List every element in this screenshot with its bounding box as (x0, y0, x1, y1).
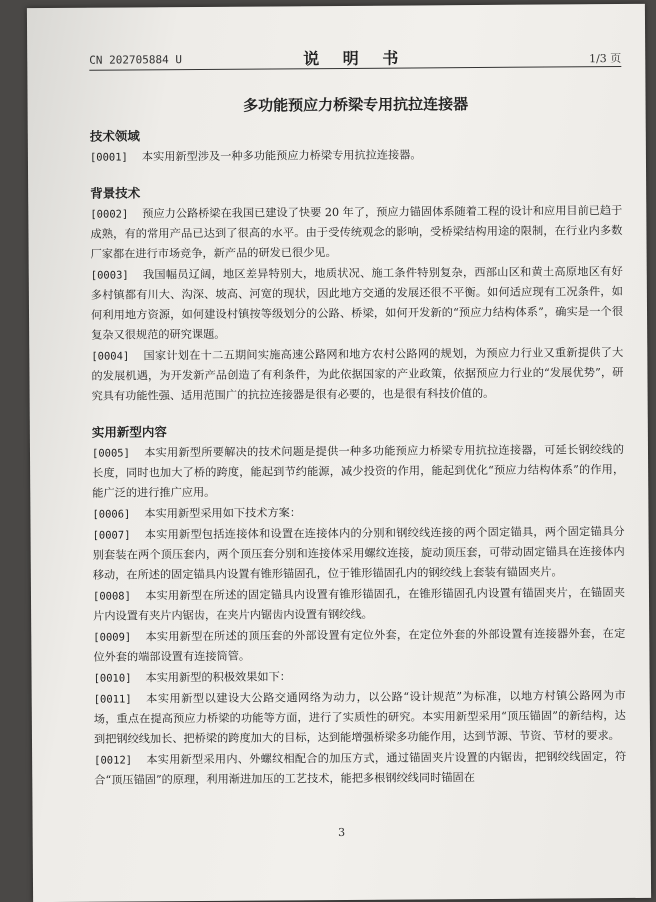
paragraph-number: [0012] (94, 754, 133, 767)
paragraph-0011 (94, 686, 626, 750)
paragraph-text: 本实用新型的积极效果如下： (145, 670, 291, 685)
paragraph-number: [0009] (93, 631, 132, 644)
paragraph-0007 (93, 522, 625, 586)
paragraph-0012 (94, 747, 626, 791)
page-number: 3 (338, 825, 346, 840)
paragraph-0004 (91, 343, 623, 407)
page-label: 1/3 页 (589, 52, 622, 66)
paragraph-0008 (93, 583, 625, 627)
paragraph-text: 本实用新型采用内、外螺纹相配合的加压方式，通过锚固夹片设置的内锯齿，把钢绞线固定，符合“顶压锚固”的原理，利用渐进加压的工艺技术，能把多根钢绞线同时锚固在 (94, 750, 627, 787)
publication-number: CN 202705884 U (89, 53, 183, 67)
paragraph-number: [0007] (92, 529, 131, 542)
paragraph-number: [0001] (89, 151, 128, 164)
section-heading-background: 背景技术 (90, 185, 141, 201)
paragraph-text: 本实用新型在所述的固定锚具内设置有锥形锚固孔，在锥形锚固孔内设置有锚固夹片，在锚固夹片内设置有夹片内锯齿，在夹片内锯齿内设置有钢绞线。 (93, 586, 626, 623)
paragraph-text: 我国幅员辽阔，地区差异特别大，地质状况、施工条件特别复杂，西部山区和黄土高原地区有好多村镇都有川大、沟深、坡高、河宽的现状，因此地方交通的发展还很不平衡。如何适应现有工况条件，如何利用地方资源，如何建设村镇按等级划分的公路、桥梁，如何开发新的“预应力结构体系”，确实是一个很复杂又很规范的研究课题。 (90, 265, 624, 342)
paragraph-0001 (90, 144, 622, 168)
paragraph-number: [0008] (92, 590, 131, 603)
paragraph-number: [0005] (91, 447, 130, 460)
paragraph-text: 国家计划在十二五期间实施高速公路网和地方农村公路网的规划，为预应力行业又重新提供了大的发展机遇，为开发新产品创造了有利条件，为此依据国家的产业政策，依据预应力行业的“发展优势”，研究具有功能性强、适用范围广的抗拉连接器是很有必要的，也是很有科技价值的。 (91, 346, 624, 403)
paragraph-0006 (92, 501, 624, 525)
paragraph-0003 (91, 262, 624, 346)
paragraph-0005 (92, 440, 624, 504)
paragraph-text: 本实用新型在所述的顶压套的外部设置有定位外套，在定位外套的外部设置有连接器外套，在定位外套的端部设置有连接筒管。 (93, 627, 626, 664)
paragraph-0002 (90, 201, 622, 265)
paragraph-number: [0006] (92, 508, 131, 521)
document-body (90, 122, 627, 792)
paragraph-text: 本实用新型以建设大公路交通网络为动力，以公路“设计规范”为标准，以地方村镇公路网为市场，重点在提高预应力桥梁的功能等方面，进行了实质性的研究。本实用新型采用“顶压锚固”的新结构，达到把钢绞线加长、把桥梁的跨度加大的目标，达到能增强桥梁多功能作用，达到节源、节资、节材的要求。 (93, 689, 626, 746)
paragraph-0009 (93, 624, 625, 668)
document-type: 说 明 书 (303, 48, 408, 69)
paragraph-number: [0002] (90, 208, 129, 221)
paragraph-number: [0004] (91, 350, 130, 363)
paragraph-number: [0003] (90, 269, 129, 282)
paragraph-text: 本实用新型采用如下技术方案： (144, 506, 302, 521)
page-header (89, 44, 621, 71)
paragraph-number: [0011] (93, 693, 132, 706)
document-page (27, 4, 651, 902)
paragraph-0010 (94, 665, 626, 689)
section-heading-tech-field: 技术领域 (89, 128, 140, 144)
paragraph-text: 本实用新型包括连接体和设置在连接体内的分别和钢绞线连接的两个固定锚具，两个固定锚具分别套装在两个顶压套内，两个顶压套分别和连接体采用螺纹连接，旋动顶压套，可带动固定锚具在连接体内移动，在所述的固定锚具内设置有锥形锚固孔，位于锥形锚固孔内的钢绞线上套装有锚固夹片。 (92, 525, 625, 582)
paragraph-text: 预应力公路桥梁在我国已建设了快要 20 年了，预应力锚固体系随着工程的设计和应用目前已趋于成熟，有的常用产品已达到了很高的水平。由于受传统观念的影响，受桥梁结构用途的限制，在行业内多数厂家都在进行市场竞争，新产品的研发已很少见。 (90, 204, 623, 261)
section-heading-content: 实用新型内容 (91, 424, 167, 440)
paragraph-number: [0010] (93, 672, 132, 685)
paragraph-text: 本实用新型所要解决的技术问题是提供一种多功能预应力桥梁专用抗拉连接器，可延长钢绞线的长度，同时也加大了桥的跨度，能起到节约能源，减少投资的作用，能起到优化“预应力结构体系”的作用，能广泛的进行推广应用。 (92, 443, 625, 500)
document-title: 多功能预应力桥梁专用抗拉连接器 (242, 95, 469, 115)
paragraph-text: 本实用新型涉及一种多功能预应力桥梁专用抗拉连接器。 (141, 148, 422, 164)
